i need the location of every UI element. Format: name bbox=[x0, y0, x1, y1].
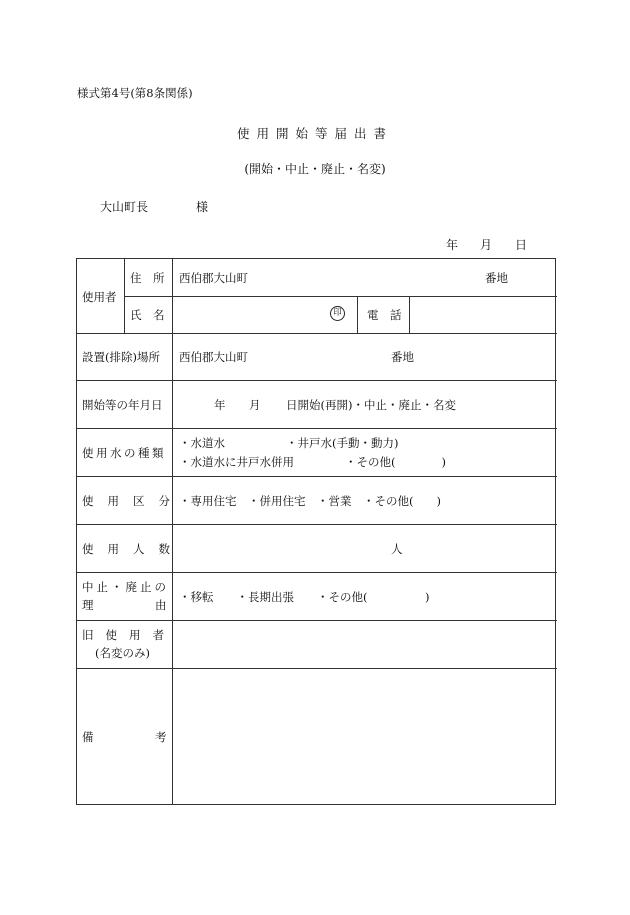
date-year-label: 年 bbox=[446, 238, 459, 252]
start-date-label: 開始等の年月日 bbox=[82, 398, 163, 412]
water-option-other: ・その他( ) bbox=[345, 455, 446, 469]
document-title: 使用開始等届出書 bbox=[236, 126, 393, 141]
usage-class-options: ・専用住宅 ・併用住宅 ・営業 ・その他( ) bbox=[179, 494, 441, 508]
start-month-label: 月 bbox=[249, 398, 261, 412]
remarks-label-char2: 考 bbox=[155, 730, 167, 744]
usage-class-label: 使用区分 bbox=[82, 494, 184, 508]
column-divider bbox=[172, 259, 173, 805]
addressee-honorific: 様 bbox=[196, 200, 209, 214]
user-section-label: 使用者 bbox=[82, 290, 117, 304]
reason-label-char1: 理 bbox=[82, 598, 94, 612]
start-day-options: 日開始(再開)・中止・廃止・名変 bbox=[286, 398, 456, 412]
row-divider bbox=[77, 476, 557, 477]
row-divider bbox=[124, 296, 557, 297]
row-divider bbox=[77, 380, 557, 381]
row-divider bbox=[77, 333, 557, 334]
address-label: 住 所 bbox=[130, 271, 165, 285]
row-divider bbox=[77, 524, 557, 525]
previous-user-label: 旧使用者 bbox=[82, 628, 176, 642]
user-count-unit: 人 bbox=[391, 542, 403, 556]
water-option-well: ・井戸水(手動・動力) bbox=[286, 436, 399, 450]
column-divider bbox=[124, 259, 125, 333]
seal-mark-icon: 印 bbox=[330, 306, 345, 321]
column-divider bbox=[409, 296, 410, 333]
location-banchi-label: 番地 bbox=[391, 350, 414, 364]
reason-label-line1: 中止・廃止の bbox=[82, 580, 169, 594]
form-table bbox=[76, 258, 556, 805]
address-banchi-label: 番地 bbox=[485, 271, 508, 285]
phone-label: 電 話 bbox=[367, 308, 402, 322]
row-divider bbox=[77, 620, 557, 621]
address-value: 西伯郡大山町 bbox=[179, 271, 248, 285]
document-subtitle: (開始・中止・廃止・名変) bbox=[244, 162, 386, 176]
column-divider bbox=[357, 296, 358, 333]
reason-options: ・移転 ・長期出張 ・その他( ) bbox=[179, 590, 430, 604]
remarks-label-char1: 備 bbox=[82, 730, 94, 744]
water-option-combined: ・水道水に井戸水併用 bbox=[179, 455, 294, 469]
row-divider bbox=[77, 668, 557, 669]
previous-user-note: (名変のみ) bbox=[95, 646, 150, 660]
water-type-label: 使用水の種類 bbox=[82, 446, 166, 460]
location-value: 西伯郡大山町 bbox=[179, 350, 248, 364]
location-label: 設置(排除)場所 bbox=[82, 350, 160, 364]
user-count-label: 使用人数 bbox=[82, 542, 184, 556]
date-month-label: 月 bbox=[480, 238, 493, 252]
form-reference: 様式第4号(第8条関係) bbox=[77, 86, 193, 100]
reason-label-char2: 由 bbox=[155, 598, 167, 612]
water-option-tap: ・水道水 bbox=[179, 436, 225, 450]
addressee: 大山町長 bbox=[100, 200, 149, 214]
row-divider bbox=[77, 572, 557, 573]
start-year-label: 年 bbox=[214, 398, 226, 412]
date-day-label: 日 bbox=[515, 238, 528, 252]
row-divider bbox=[77, 428, 557, 429]
name-label: 氏 名 bbox=[130, 308, 165, 322]
